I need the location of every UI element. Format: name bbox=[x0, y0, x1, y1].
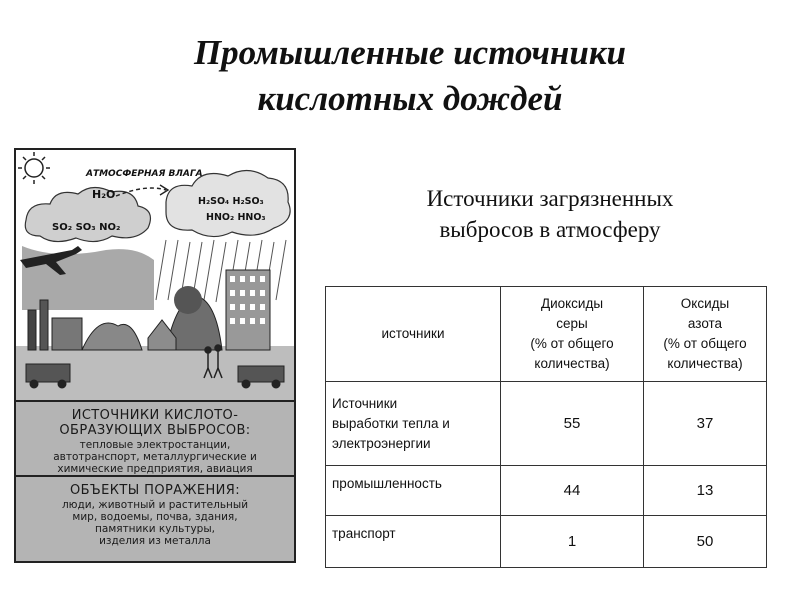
row-nitrogen-value: 50 bbox=[644, 516, 767, 568]
title-line-1: Промышленные источники bbox=[193, 33, 627, 72]
emission-sources-text-line-1: тепловые электростанции, bbox=[79, 439, 231, 451]
affected-objects-title: ОБЪЕКТЫ ПОРАЖЕНИЯ: bbox=[69, 483, 241, 498]
affected-objects-text bbox=[16, 499, 294, 547]
water-formula: H₂O bbox=[92, 188, 116, 201]
emission-sources-text bbox=[16, 439, 294, 475]
title-line-2: кислотных дождей bbox=[257, 79, 563, 118]
emission-sources-table bbox=[325, 286, 767, 568]
header-sulfur-line-4: количества) bbox=[534, 356, 610, 371]
row-sulfur-value: 44 bbox=[501, 466, 644, 516]
acid-rain-scene bbox=[16, 150, 294, 400]
row-source: транспорт bbox=[326, 516, 501, 568]
row-sulfur-value: 55 bbox=[501, 382, 644, 466]
caption-line-1: Источники загрязненных bbox=[426, 186, 674, 211]
header-sulfur-dioxides bbox=[501, 287, 644, 382]
row-nitrogen-value: 37 bbox=[644, 382, 767, 466]
row-source-line-2: выработки тепла и bbox=[332, 415, 450, 431]
row-source: промышленность bbox=[326, 466, 501, 516]
header-sulfur-line-1: Диоксиды bbox=[540, 296, 604, 311]
table-caption bbox=[385, 183, 715, 245]
sulfuric-acid-formulas: H₂SO₄ H₂SO₃ bbox=[198, 196, 264, 207]
row-source-line-3: электроэнергии bbox=[332, 435, 431, 451]
affected-objects-text-line-2: мир, водоемы, почва, здания, bbox=[72, 511, 238, 523]
affected-objects-text-line-4: изделия из металла bbox=[99, 535, 211, 547]
nitric-acid-formulas: HNO₂ HNO₃ bbox=[206, 212, 266, 223]
emission-sources-text-line-3: химические предприятия, авиация bbox=[57, 463, 253, 475]
caption-line-2: выбросов в атмосферу bbox=[439, 217, 661, 242]
emission-sources-box bbox=[16, 400, 294, 475]
emission-sources-title-line-2: ОБРАЗУЮЩИХ ВЫБРОСОВ: bbox=[59, 423, 251, 438]
emission-sources-title-line-1: ИСТОЧНИКИ КИСЛОТО- bbox=[71, 408, 239, 423]
affected-objects-box bbox=[16, 475, 294, 561]
table-header-row bbox=[326, 287, 767, 382]
header-nitrogen-line-2: азота bbox=[687, 316, 723, 331]
page-title bbox=[130, 30, 690, 122]
emission-sources-text-line-2: автотранспорт, металлургические и bbox=[53, 451, 257, 463]
table-row bbox=[326, 466, 767, 516]
header-nitrogen-line-4: количества) bbox=[667, 356, 743, 371]
row-source bbox=[326, 382, 501, 466]
header-nitrogen-line-3: (% от общего bbox=[663, 336, 747, 351]
row-sulfur-value: 1 bbox=[501, 516, 644, 568]
header-sources: источники bbox=[326, 287, 501, 382]
cloud-label: АТМОСФЕРНАЯ ВЛАГА bbox=[86, 169, 203, 179]
row-source-line-1: Источники bbox=[332, 395, 398, 411]
header-nitrogen-oxides bbox=[644, 287, 767, 382]
emission-formulas: SO₂ SO₃ NO₂ bbox=[52, 222, 121, 233]
affected-objects-text-line-1: люди, животный и растительный bbox=[61, 499, 249, 511]
table-row bbox=[326, 516, 767, 568]
acid-rain-illustration bbox=[14, 148, 296, 563]
row-nitrogen-value: 13 bbox=[644, 466, 767, 516]
header-sulfur-line-2: серы bbox=[556, 316, 588, 331]
emission-cloud bbox=[22, 187, 154, 310]
header-sulfur-line-3: (% от общего bbox=[530, 336, 614, 351]
sun-icon bbox=[18, 152, 50, 184]
table-row bbox=[326, 382, 767, 466]
header-nitrogen-line-1: Оксиды bbox=[680, 296, 730, 311]
emission-sources-title bbox=[16, 408, 294, 438]
affected-objects-text-line-3: памятники культуры, bbox=[95, 523, 215, 535]
